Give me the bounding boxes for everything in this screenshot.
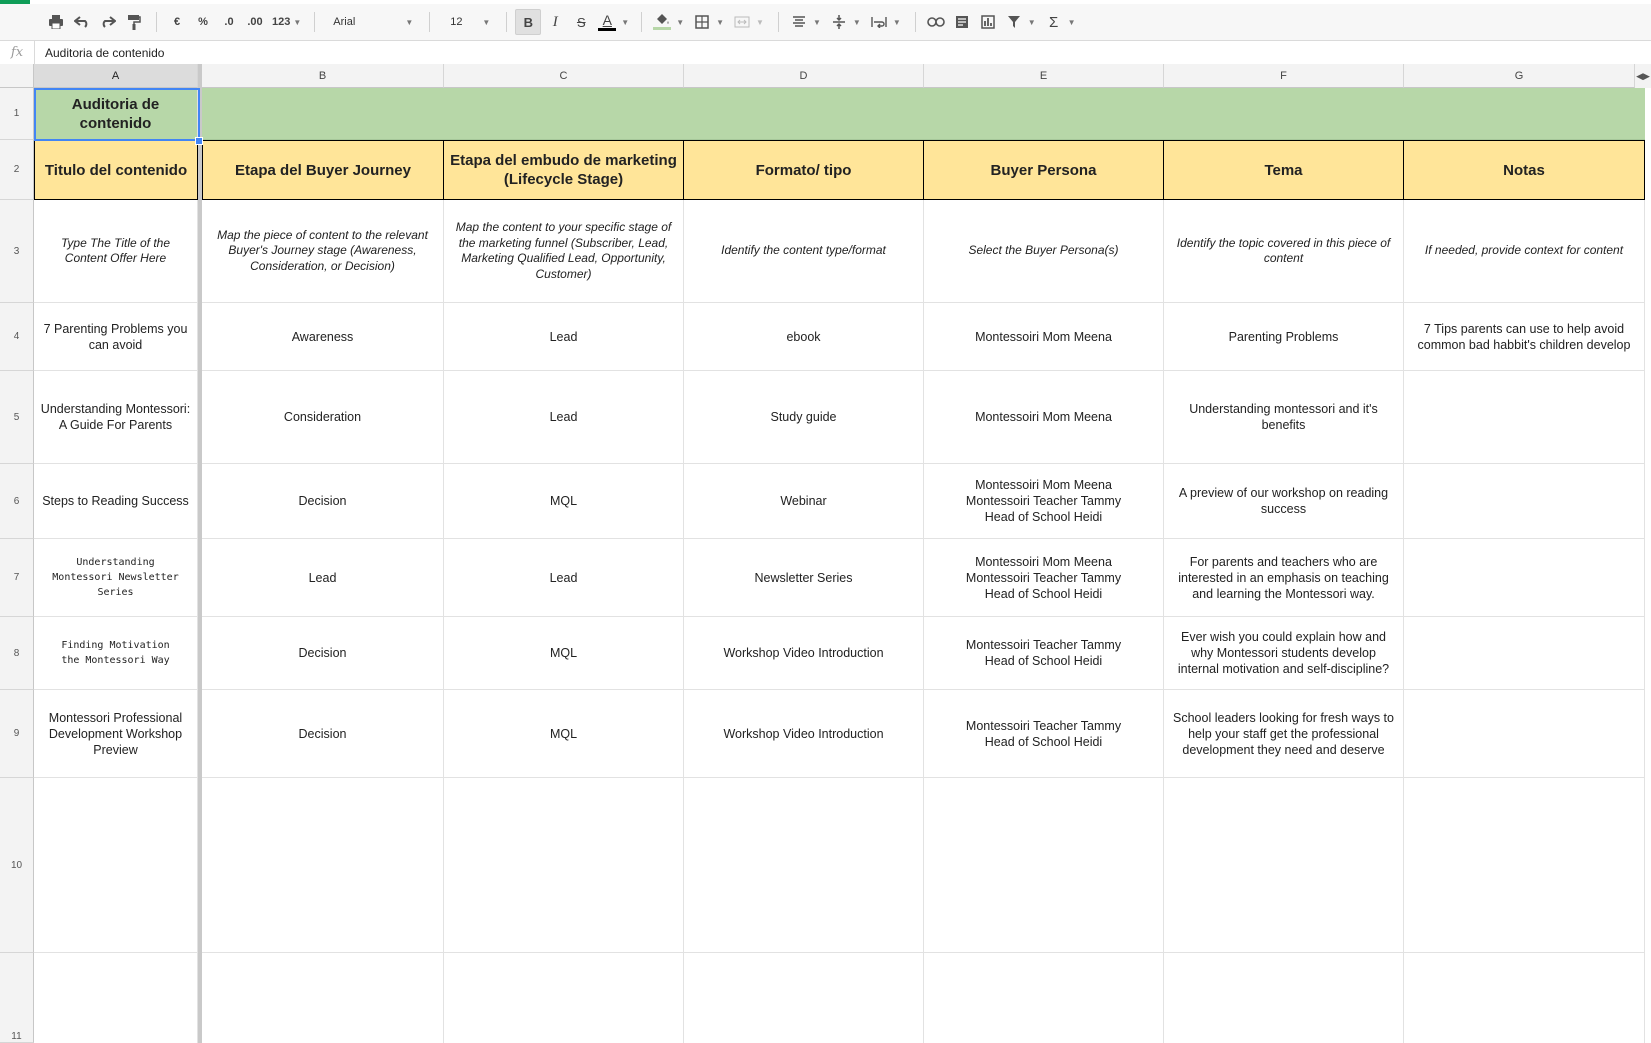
font-size-value: 12 (450, 16, 463, 28)
font-family-select[interactable] (323, 9, 419, 35)
cell-b7[interactable]: Lead (202, 539, 444, 617)
paint-format-icon[interactable] (122, 9, 146, 35)
column-header-g[interactable]: G (1404, 64, 1635, 88)
cell-g6[interactable] (1404, 464, 1645, 539)
toolbar-separator (915, 12, 916, 32)
cell-d11[interactable] (684, 953, 924, 1043)
row-header-9[interactable]: 9 (0, 690, 34, 778)
chevron-down-icon[interactable]: ▼ (756, 17, 764, 27)
cell-g4[interactable]: 7 Tips parents can use to help avoid common bad habbit's children develop (1404, 303, 1645, 371)
header-cell-titulo[interactable]: Titulo del contenido (34, 140, 198, 200)
cell-g11[interactable] (1404, 953, 1645, 1043)
header-cell-tema[interactable]: Tema (1163, 140, 1404, 200)
insert-chart-icon[interactable] (976, 9, 1000, 35)
cell-c10[interactable] (444, 778, 684, 953)
cell-g3[interactable]: If needed, provide context for content (1404, 200, 1645, 303)
insert-link-icon[interactable] (924, 9, 948, 35)
cell-a7[interactable]: Understanding Montessori Newsletter Series (34, 539, 198, 617)
cell-a10[interactable] (34, 778, 198, 953)
percent-format-button[interactable]: % (198, 16, 208, 28)
cell-f3[interactable]: Identify the topic covered in this piece of content (1164, 200, 1404, 303)
cell-e6[interactable]: Montessoiri Mom Meena Montessoiri Teacher Tammy Head of School Heidi (924, 464, 1164, 539)
cell-a8[interactable]: Finding Motivation the Montessori Way (34, 617, 198, 690)
cell-d7[interactable]: Newsletter Series (684, 539, 924, 617)
increase-decimal-button[interactable]: .00 (247, 16, 263, 28)
decrease-decimal-button[interactable]: .0 (224, 16, 234, 28)
text-wrap-icon[interactable] (867, 9, 891, 35)
chevron-down-icon[interactable]: ▼ (812, 17, 821, 27)
cell-e9[interactable]: Montessoiri Teacher Tammy Head of School Heidi (924, 690, 1164, 778)
cell-d3[interactable]: Identify the content type/format (684, 200, 924, 303)
fill-color-button[interactable] (650, 9, 674, 35)
cell-e8[interactable]: Montessoiri Teacher Tammy Head of School Heidi (924, 617, 1164, 690)
cell-a5[interactable]: Understanding Montessori: A Guide For Parents (34, 371, 198, 464)
cell-b1-merged[interactable] (202, 88, 1645, 140)
cell-b4[interactable]: Awareness (202, 303, 444, 371)
more-formats-label: 123 (272, 16, 291, 28)
filter-icon[interactable] (1002, 9, 1026, 35)
cell-g5[interactable] (1404, 371, 1645, 464)
row-header-7[interactable]: 7 (0, 539, 34, 617)
merge-cells-icon[interactable] (730, 9, 754, 35)
more-formats-button[interactable] (269, 9, 304, 35)
chevron-down-icon[interactable]: ▼ (892, 17, 901, 27)
chevron-down-icon[interactable]: ▼ (716, 17, 725, 27)
cell-d5[interactable]: Study guide (684, 371, 924, 464)
cell-e5[interactable]: Montessoiri Mom Meena (924, 371, 1164, 464)
cell-b11[interactable] (202, 953, 444, 1043)
undo-icon[interactable] (70, 9, 94, 35)
cell-e7[interactable]: Montessoiri Mom Meena Montessoiri Teacher Tammy Head of School Heidi (924, 539, 1164, 617)
cell-a3[interactable]: Type The Title of the Content Offer Here (34, 200, 198, 303)
column-header-b[interactable]: B (202, 64, 444, 88)
header-cell-buyer-persona[interactable]: Buyer Persona (923, 140, 1164, 200)
cell-c5[interactable]: Lead (444, 371, 684, 464)
cell-c6[interactable]: MQL (444, 464, 684, 539)
cell-b8[interactable]: Decision (202, 617, 444, 690)
cell-e3[interactable]: Select the Buyer Persona(s) (924, 200, 1164, 303)
chevron-down-icon[interactable]: ▼ (852, 17, 861, 27)
bold-button[interactable]: B (515, 9, 541, 35)
cell-c11[interactable] (444, 953, 684, 1043)
column-header-f[interactable]: F (1164, 64, 1404, 88)
cell-e10[interactable] (924, 778, 1164, 953)
column-header-a[interactable]: A (34, 64, 198, 88)
toolbar-separator (314, 12, 315, 32)
currency-format-button[interactable]: € (173, 16, 181, 28)
cell-f6[interactable]: A preview of our workshop on reading success (1164, 464, 1404, 539)
chevron-down-icon: ▼ (405, 17, 414, 27)
row-header-11[interactable]: 11 (0, 953, 34, 1043)
header-cell-formato[interactable]: Formato/ tipo (683, 140, 924, 200)
print-icon[interactable] (44, 9, 68, 35)
toolbar-separator (778, 12, 779, 32)
header-cell-lifecycle-stage[interactable]: Etapa del embudo de marketing (Lifecycle Stage) (443, 140, 684, 200)
row-header-3[interactable]: 3 (0, 200, 34, 303)
row-header-6[interactable]: 6 (0, 464, 34, 539)
fill-color-swatch (653, 27, 671, 30)
italic-button[interactable]: I (552, 13, 558, 30)
vertical-align-icon[interactable] (827, 9, 851, 35)
cell-f9[interactable]: School leaders looking for fresh ways to help your staff get the professional development they need and deserve (1164, 690, 1404, 778)
header-cell-buyer-journey[interactable]: Etapa del Buyer Journey (202, 140, 444, 200)
cell-a9[interactable]: Montessori Professional Development Workshop Preview (34, 690, 198, 778)
cell-c9[interactable]: MQL (444, 690, 684, 778)
cell-f7[interactable]: For parents and teachers who are interested in an emphasis on teaching and learning the Montessori way. (1164, 539, 1404, 617)
cell-c7[interactable]: Lead (444, 539, 684, 617)
toolbar-separator (429, 12, 430, 32)
cell-a11[interactable] (34, 953, 198, 1043)
fx-icon: fx (0, 41, 35, 64)
row-header-10[interactable]: 10 (0, 778, 34, 953)
chevron-down-icon: ▼ (293, 17, 302, 27)
cell-f5[interactable]: Understanding montessori and it's benefits (1164, 371, 1404, 464)
header-cell-notas[interactable]: Notas (1403, 140, 1645, 200)
cell-g9[interactable] (1404, 690, 1645, 778)
chevron-down-icon[interactable]: ▼ (1067, 17, 1076, 27)
cell-e4[interactable]: Montessoiri Mom Meena (924, 303, 1164, 371)
chevron-down-icon: ▼ (482, 17, 491, 27)
cell-d6[interactable]: Webinar (684, 464, 924, 539)
cell-e11[interactable] (924, 953, 1164, 1043)
column-scroll-arrows[interactable]: ◀▶ (1635, 64, 1651, 88)
fill-handle[interactable] (195, 137, 203, 145)
cell-d9[interactable]: Workshop Video Introduction (684, 690, 924, 778)
cell-f11[interactable] (1164, 953, 1404, 1043)
strikethrough-button[interactable]: S (576, 14, 586, 30)
row-header-4[interactable]: 4 (0, 303, 34, 371)
column-header-d[interactable]: D (684, 64, 924, 88)
cell-c8[interactable]: MQL (444, 617, 684, 690)
toolbar (0, 4, 1651, 41)
formula-input[interactable]: Auditoria de contenido (45, 45, 165, 60)
cell-d10[interactable] (684, 778, 924, 953)
cell-b10[interactable] (202, 778, 444, 953)
cell-d4[interactable]: ebook (684, 303, 924, 371)
paint-bucket-icon (654, 14, 670, 26)
cell-c3[interactable]: Map the content to your specific stage of the marketing funnel (Subscriber, Lead, Marketing Qualified Lead, Opportunity, Customer) (444, 200, 684, 303)
row-header-1[interactable]: 1 (0, 88, 34, 140)
toolbar-separator (641, 12, 642, 32)
toolbar-separator (506, 12, 507, 32)
row-header-8[interactable]: 8 (0, 617, 34, 690)
cell-a4[interactable]: 7 Parenting Problems you can avoid (34, 303, 198, 371)
cell-b3[interactable]: Map the piece of content to the relevant Buyer's Journey stage (Awareness, Consideration, or Decision) (202, 200, 444, 303)
functions-icon[interactable]: Σ (1049, 13, 1059, 31)
column-header-c[interactable]: C (444, 64, 684, 88)
insert-comment-icon[interactable] (950, 9, 974, 35)
row-header-5[interactable]: 5 (0, 371, 34, 464)
toolbar-separator (156, 12, 157, 32)
redo-icon[interactable] (96, 9, 120, 35)
chevron-down-icon[interactable]: ▼ (676, 17, 685, 27)
borders-icon[interactable] (690, 9, 714, 35)
chevron-down-icon[interactable]: ▼ (1027, 17, 1036, 27)
font-family-value: Arial (333, 16, 356, 28)
cell-a6[interactable]: Steps to Reading Success (34, 464, 198, 539)
cell-g10[interactable] (1404, 778, 1645, 953)
cell-d8[interactable]: Workshop Video Introduction (684, 617, 924, 690)
font-size-select[interactable] (438, 9, 496, 35)
formula-bar (0, 41, 1651, 65)
row-header-2[interactable]: 2 (0, 140, 34, 200)
column-header-e[interactable]: E (924, 64, 1164, 88)
cell-b9[interactable]: Decision (202, 690, 444, 778)
cell-f4[interactable]: Parenting Problems (1164, 303, 1404, 371)
chevron-down-icon[interactable]: ▼ (621, 17, 630, 27)
cell-g7[interactable] (1404, 539, 1645, 617)
text-color-icon: A (602, 12, 612, 28)
cell-g8[interactable] (1404, 617, 1645, 690)
horizontal-align-icon[interactable] (787, 9, 811, 35)
cell-c4[interactable]: Lead (444, 303, 684, 371)
text-color-swatch (598, 28, 616, 31)
cell-f8[interactable]: Ever wish you could explain how and why Montessori students develop internal motivation and self-discipline? (1164, 617, 1404, 690)
cell-a1[interactable]: Auditoria de contenido (34, 88, 198, 140)
cell-b5[interactable]: Consideration (202, 371, 444, 464)
cell-b6[interactable]: Decision (202, 464, 444, 539)
select-all-corner[interactable] (0, 64, 34, 88)
cell-f10[interactable] (1164, 778, 1404, 953)
text-color-button[interactable] (595, 9, 619, 35)
